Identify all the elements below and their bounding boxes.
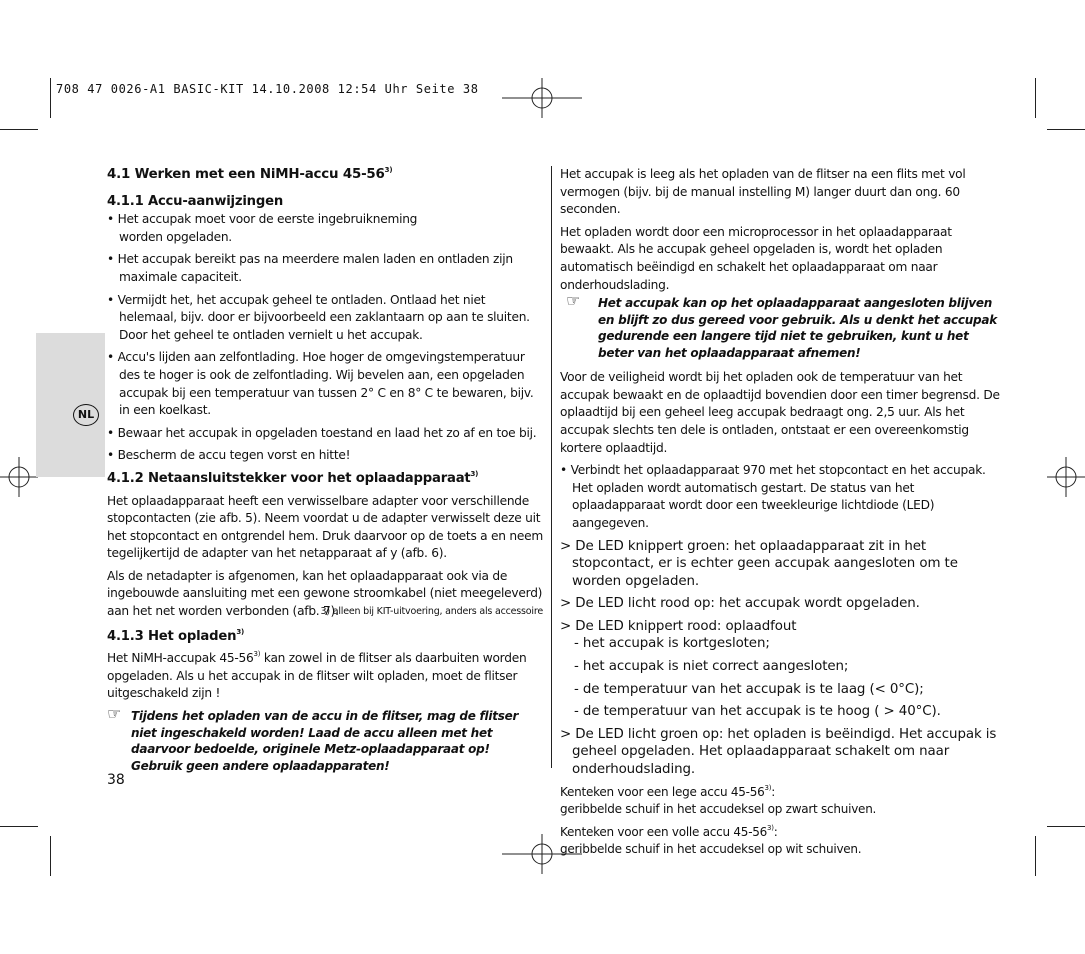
led-status-item: > De LED licht rood op: het accupak wordt opgeladen. — [560, 596, 920, 612]
section-heading-4-1-1: 4.1.1 Accu-aanwijzingen — [107, 193, 284, 209]
registration-mark-left — [0, 457, 38, 497]
list-item: • Bescherm de accu tegen vorst en hitte! — [107, 448, 351, 463]
language-badge: NL — [73, 404, 99, 426]
list-item: • Bewaar het accupak in opgeladen toestand en laad het zo af en toe bij. — [107, 425, 537, 440]
footnote: 3) alleen bij KIT-uitvoering, anders als accessoire — [320, 606, 543, 618]
left-column — [107, 166, 543, 774]
list-item: • Vermijdt het, het accupak geheel te ontladen. Ontlaad het niet helemaal, bijv. door er bijvoorbeeld een zaklantaarn op aan te sluiten. Door het geheel te ontladen vernielt u het accupak. — [107, 292, 530, 342]
error-cause-item: - de temperatuur van het accupak is te hoog ( > 40°C). — [574, 704, 941, 720]
paragraph: Voor de veiligheid wordt bij het opladen ook de temperatuur van het accupak bewaakt en de oplaadtijd bovendien door een timer begrensd. De oplaadtijd bij een geheel leeg accupak bedraagt ong. 2,5 uur. Als het accupak slechts ten dele is ontladen, ontstaat er een overeenkomstig kortere oplaadtijd. — [560, 370, 1000, 455]
registration-mark-right — [1047, 457, 1085, 497]
list-item: • Het accupak moet voor de eerste ingebruikneming worden opgeladen. — [107, 212, 418, 244]
paragraph: Het oplaadapparaat heeft een verwisselbare adapter voor verschillende stopcontacten (zie afb. 5). Neem voordat u de adapter verwisselt deze uit het stopcontact en ontgrendel hem. Druk daarvoor op de toets a en neem tegelijkertijd de adapter van het netapparaat af y (afb. 6). — [107, 493, 543, 561]
list-item: • Accu's lijden aan zelfontlading. Hoe hoger de omgevingstemperatuur des te hoger is ook de zelfontlading. Wij bevelen aan, een opgeladen accupak bij een temperatuur van tussen 2° C en 8° C te bewaren, bijv. in een koelkast. — [107, 350, 534, 418]
error-cause-item: - het accupak is kortgesloten; — [574, 636, 770, 652]
warning-note: ☞ Tijdens het opladen van de accu in de flitser, mag de flitser niet ingeschakeld worden! Laad de accu alleen met het daarvoor bedoelde, originele Metz-oplaadapparaat op! Gebruik geen andere oplaadapparaten! — [107, 704, 519, 773]
paragraph: Kenteken voor een volle accu 45-56$^{3)}$: geribbelde schuif in het accudeksel op wit schuiven. — [560, 823, 862, 857]
list-item: • Verbindt het oplaadapparaat 970 met het stopcontact en het accupak. Het opladen wordt automatisch gestart. De status van het oplaadapparaat wordt door een tweekleurige lichtdiode (LED) aangegeven. — [560, 463, 986, 530]
paragraph: Als de netadapter is afgenomen, kan het oplaadapparaat ook via de ingebouwde aansluiting met een gewone stroomkabel (niet meegeleverd) aan het net worden verbonden (afb. 7). 3) alleen bij KIT-uitvoering, anders als accessoire — [107, 568, 543, 621]
section-heading-4-1: 4.1 Werken met een NiMH-accu 45-56$^{3)}$ — [107, 166, 393, 182]
error-cause-item: - het accupak is niet correct aangesloten; — [574, 659, 849, 675]
page-number: 38 — [107, 772, 125, 788]
list-item: • Het accupak bereikt pas na meerdere malen laden en ontladen zijn maximale capaciteit. — [107, 252, 513, 284]
paragraph: Kenteken voor een lege accu 45-56$^{3)}$: geribbelde schuif in het accudeksel op zwart schuiven. — [560, 783, 877, 817]
error-cause-item: - de temperatuur van het accupak is te laag (< 0°C); — [574, 681, 924, 697]
language-tab — [36, 333, 105, 477]
section-heading-4-1-3: 4.1.3 Het opladen$^{3)}$ — [107, 627, 244, 644]
print-slug: 708 47 0026-A1 BASIC-KIT 14.10.2008 12:54 Uhr Seite 38 — [56, 82, 479, 96]
led-status-item: > De LED licht groen op: het opladen is beëindigd. Het accupak is geheel opgeladen. Het oplaadapparaat schakelt om naar onderhoudslading. — [560, 726, 997, 778]
pointing-hand-icon: ☞ — [107, 704, 122, 724]
registration-mark-top — [502, 78, 582, 118]
paragraph: Het accupak is leeg als het opladen van de flitser na een flits met vol vermogen (bijv. bij de manual instelling M) langer duurt dan ong. 60 seconden. — [560, 167, 966, 217]
column-divider — [551, 166, 552, 768]
led-status-item: > De LED knippert groen: het oplaadapparaat zit in het stopcontact, er is echter geen accupak aangesloten om te worden opgeladen. — [560, 538, 958, 589]
info-note: ☞ Het accupak kan op het oplaadapparaat aangesloten blijven en blijft zo dus gereed voor gebruik. Als u denkt het accupak gedurende een langere tijd niet te gebruiken, kunt u het beter van het oplaadapparaat afnemen! — [566, 291, 997, 360]
section-heading-4-1-2: 4.1.2 Netaansluitstekker voor het oplaadapparaat$^{3)}$ — [107, 469, 479, 486]
pointing-hand-icon: ☞ — [566, 291, 581, 311]
paragraph: Het opladen wordt door een microprocessor in het oplaadapparaat bewaakt. Als he accupak geheel opgeladen is, wordt het opladen automatisch beëindigd en schakelt het oplaadapparaat om naar onderhoudslading. — [560, 224, 952, 292]
paragraph: Het NiMH-accupak 45-56$^{3)}$ kan zowel in de flitser als daarbuiten worden opgeladen. Als u het accupak in de flitser wilt opladen, moet de flitser uitgeschakeld zijn ! — [107, 650, 527, 701]
led-status-item: > De LED knippert rood: oplaadfout — [560, 618, 797, 634]
right-column — [560, 166, 1000, 864]
